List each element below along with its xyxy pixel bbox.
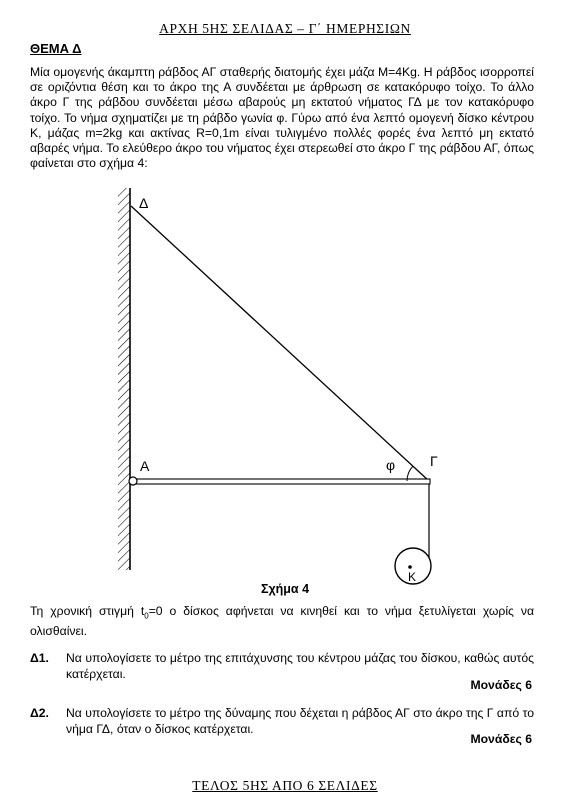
page-footer-text: ΤΕΛΟΣ 5ΗΣ ΑΠΟ 6 ΣΕΛΙΔΕΣ bbox=[192, 778, 378, 793]
wall-hatching bbox=[118, 188, 130, 570]
problem-statement: Μία ομογενής άκαμπτη ράβδος ΑΓ σταθερής διατομής έχει μάζα Μ=4Kg. Η ράβδος ισορροπεί σε οριζόντια θέση και το άκρο της Α συνδέεται με άρθρωση σε κατακόρυφο τοίχο. Το άλλο άκρο Γ της ράβδου συνδέεται μέσω αβαρούς μη εκτατού νήματος ΓΔ με τον κατακόρυφο τοίχο. Το νήμα σχηματίζει με τη ράβδο γωνία φ. Γύρω από ένα λεπτό ομογενή δίσκο κέντρου Κ, μάζας m=2kg και ακτίνας R=0,1m είναι τυλιγμένο πολλές φορές ένα λεπτό μη εκτατό αβαρές νήμα. Το ελεύθερο άκρο του νήματος έχει στερεωθεί στο άκρο Γ της ράβδου ΑΓ, όπως φαίνεται στο σχήμα 4: bbox=[30, 65, 535, 171]
string-gamma-delta bbox=[131, 206, 429, 481]
label-kappa: Κ bbox=[408, 570, 417, 584]
question-2-number: Δ2. bbox=[30, 706, 49, 720]
hinge-alpha bbox=[129, 477, 137, 485]
initial-condition-after: =0 ο δίσκος αφήνεται να κινηθεί και το νήμα ξετυλίγεται χωρίς να ολισθαίνει. bbox=[30, 604, 534, 638]
question-1-number: Δ1. bbox=[30, 651, 49, 665]
label-delta: Δ bbox=[139, 195, 149, 211]
time-subscript: 0 bbox=[144, 611, 149, 621]
initial-condition-text bbox=[30, 604, 534, 639]
figure-caption: Σχήμα 4 bbox=[260, 582, 310, 596]
disk-center-k bbox=[408, 565, 412, 569]
question-2-points: Μονάδες 6 bbox=[470, 732, 532, 746]
label-alpha: Α bbox=[140, 458, 150, 474]
initial-condition-before: Τη χρονική στιγμή t bbox=[30, 604, 145, 618]
label-phi: φ bbox=[386, 457, 396, 473]
question-1-points: Μονάδες 6 bbox=[470, 678, 532, 692]
question-2-text: Να υπολογίσετε το μέτρο της δύναμης που δέχεται η ράβδος ΑΓ στο άκρο της Γ από το νήμα ΓΔ, όταν ο δίσκος κατέρχεται. bbox=[66, 706, 534, 736]
label-gamma: Γ bbox=[430, 453, 438, 469]
question-1-text: Να υπολογίσετε το μέτρο της επιτάχυνσης του κέντρου μάζας του δίσκου, καθώς αυτός κατέρχεται. bbox=[66, 651, 534, 681]
rod-alpha-gamma bbox=[131, 479, 430, 484]
page-footer bbox=[0, 778, 570, 794]
section-title: ΘΕΜΑ Δ bbox=[30, 41, 82, 56]
page-header-text: ΑΡΧΗ 5ΗΣ ΣΕΛΙΔΑΣ – Γ΄ ΗΜΕΡΗΣΙΩΝ bbox=[159, 21, 411, 36]
